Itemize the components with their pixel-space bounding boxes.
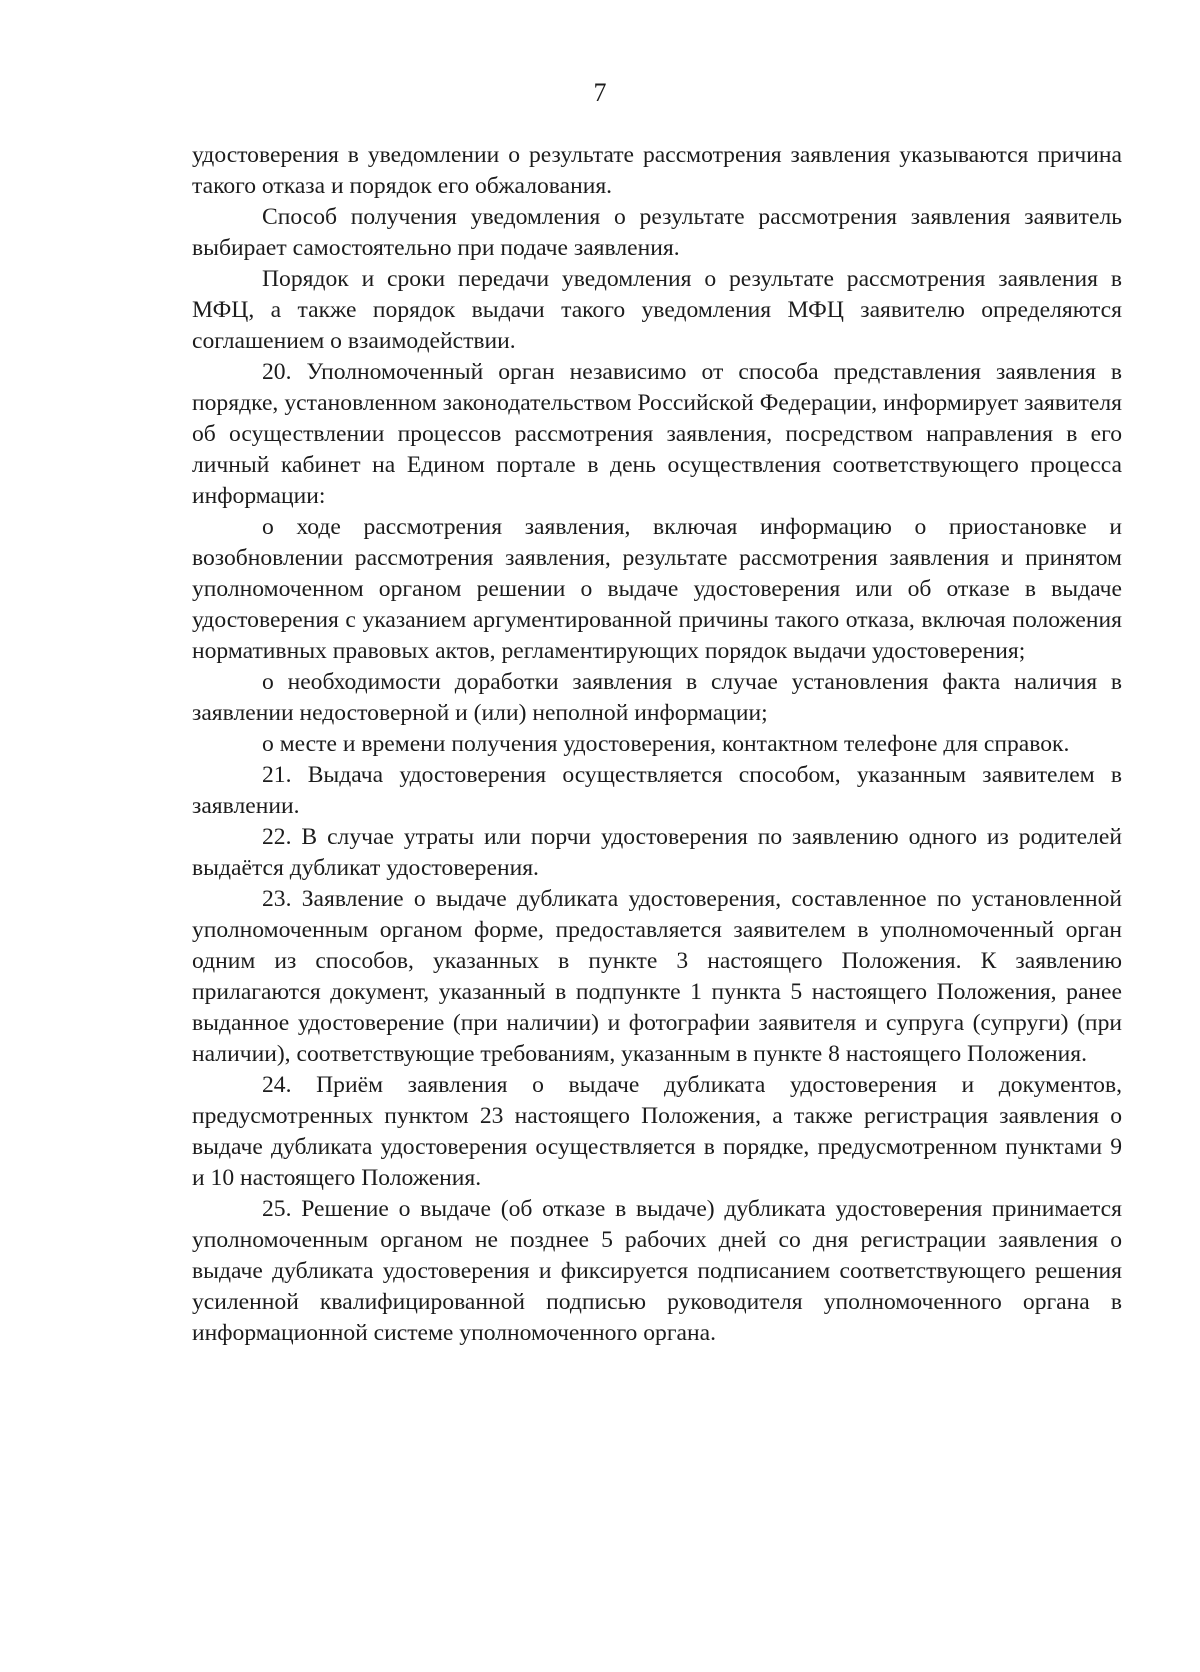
paragraph-item-23: 23. Заявление о выдаче дубликата удостоверения, составленное по установленной уполномоченным органом форме, предоставляется заявителем в уполномоченный орган одним из способов, указанных в пункте 3 настоящего Положения. К заявлению прилагаются документ, указанный в подпункте 1 пункта 5 настоящего Положения, ранее выданное удостоверение (при наличии) и фотографии заявителя и супруга (супруги) (при наличии), соответствующие требованиям, указанным в пункте 8 настоящего Положения. bbox=[192, 886, 1122, 1067]
paragraph-item-20-progress: о ходе рассмотрения заявления, включая информацию о приостановке и возобновлении рассмотрения заявления, результате рассмотрения заявления и принятом уполномоченном органом решении о выдаче удостоверения или об отказе в выдаче удостоверения с указанием аргументированной причины такого отказа, включая положения нормативных правовых актов, регламентирующих порядок выдачи удостоверения; bbox=[192, 514, 1122, 664]
paragraph-item-21: 21. Выдача удостоверения осуществляется способом, указанным заявителем в заявлении. bbox=[192, 762, 1122, 819]
document-body bbox=[192, 140, 1122, 1349]
page-number: 7 bbox=[593, 78, 607, 107]
paragraph-continuation: удостоверения в уведомлении о результате рассмотрения заявления указываются причина такого отказа и порядок его обжалования. bbox=[192, 142, 1122, 199]
paragraph-item-20: 20. Уполномоченный орган независимо от способа представления заявления в порядке, установленном законодательством Российской Федерации, информирует заявителя об осуществлении процессов рассмотрения заявления, посредством направления в его личный кабинет на Едином портале в день осуществления соответствующего процесса информации: bbox=[192, 359, 1122, 509]
paragraph-item-25: 25. Решение о выдаче (об отказе в выдаче) дубликата удостоверения принимается уполномоченным органом не позднее 5 рабочих дней со дня регистрации заявления о выдаче дубликата удостоверения и фиксируется подписанием соответствующего решения усиленной квалифицированной подписью руководителя уполномоченного органа в информационной системе уполномоченного органа. bbox=[192, 1196, 1122, 1346]
paragraph-item-24: 24. Приём заявления о выдаче дубликата удостоверения и документов, предусмотренных пунктом 23 настоящего Положения, а также регистрация заявления о выдаче дубликата удостоверения осуществляется в порядке, предусмотренном пунктами 9 и 10 настоящего Положения. bbox=[192, 1072, 1122, 1191]
paragraph-notification-method: Способ получения уведомления о результате рассмотрения заявления заявитель выбирает самостоятельно при подаче заявления. bbox=[192, 204, 1122, 261]
paragraph-item-20-revision: о необходимости доработки заявления в случае установления факта наличия в заявлении недостоверной и (или) неполной информации; bbox=[192, 669, 1122, 726]
paragraph-item-20-place-time: о месте и времени получения удостоверения, контактном телефоне для справок. bbox=[262, 731, 1070, 757]
paragraph-mfc-procedure: Порядок и сроки передачи уведомления о результате рассмотрения заявления в МФЦ, а также порядок выдачи такого уведомления МФЦ заявителю определяются соглашением о взаимодействии. bbox=[192, 266, 1122, 354]
paragraph-item-22: 22. В случае утраты или порчи удостоверения по заявлению одного из родителей выдаётся дубликат удостоверения. bbox=[192, 824, 1122, 881]
